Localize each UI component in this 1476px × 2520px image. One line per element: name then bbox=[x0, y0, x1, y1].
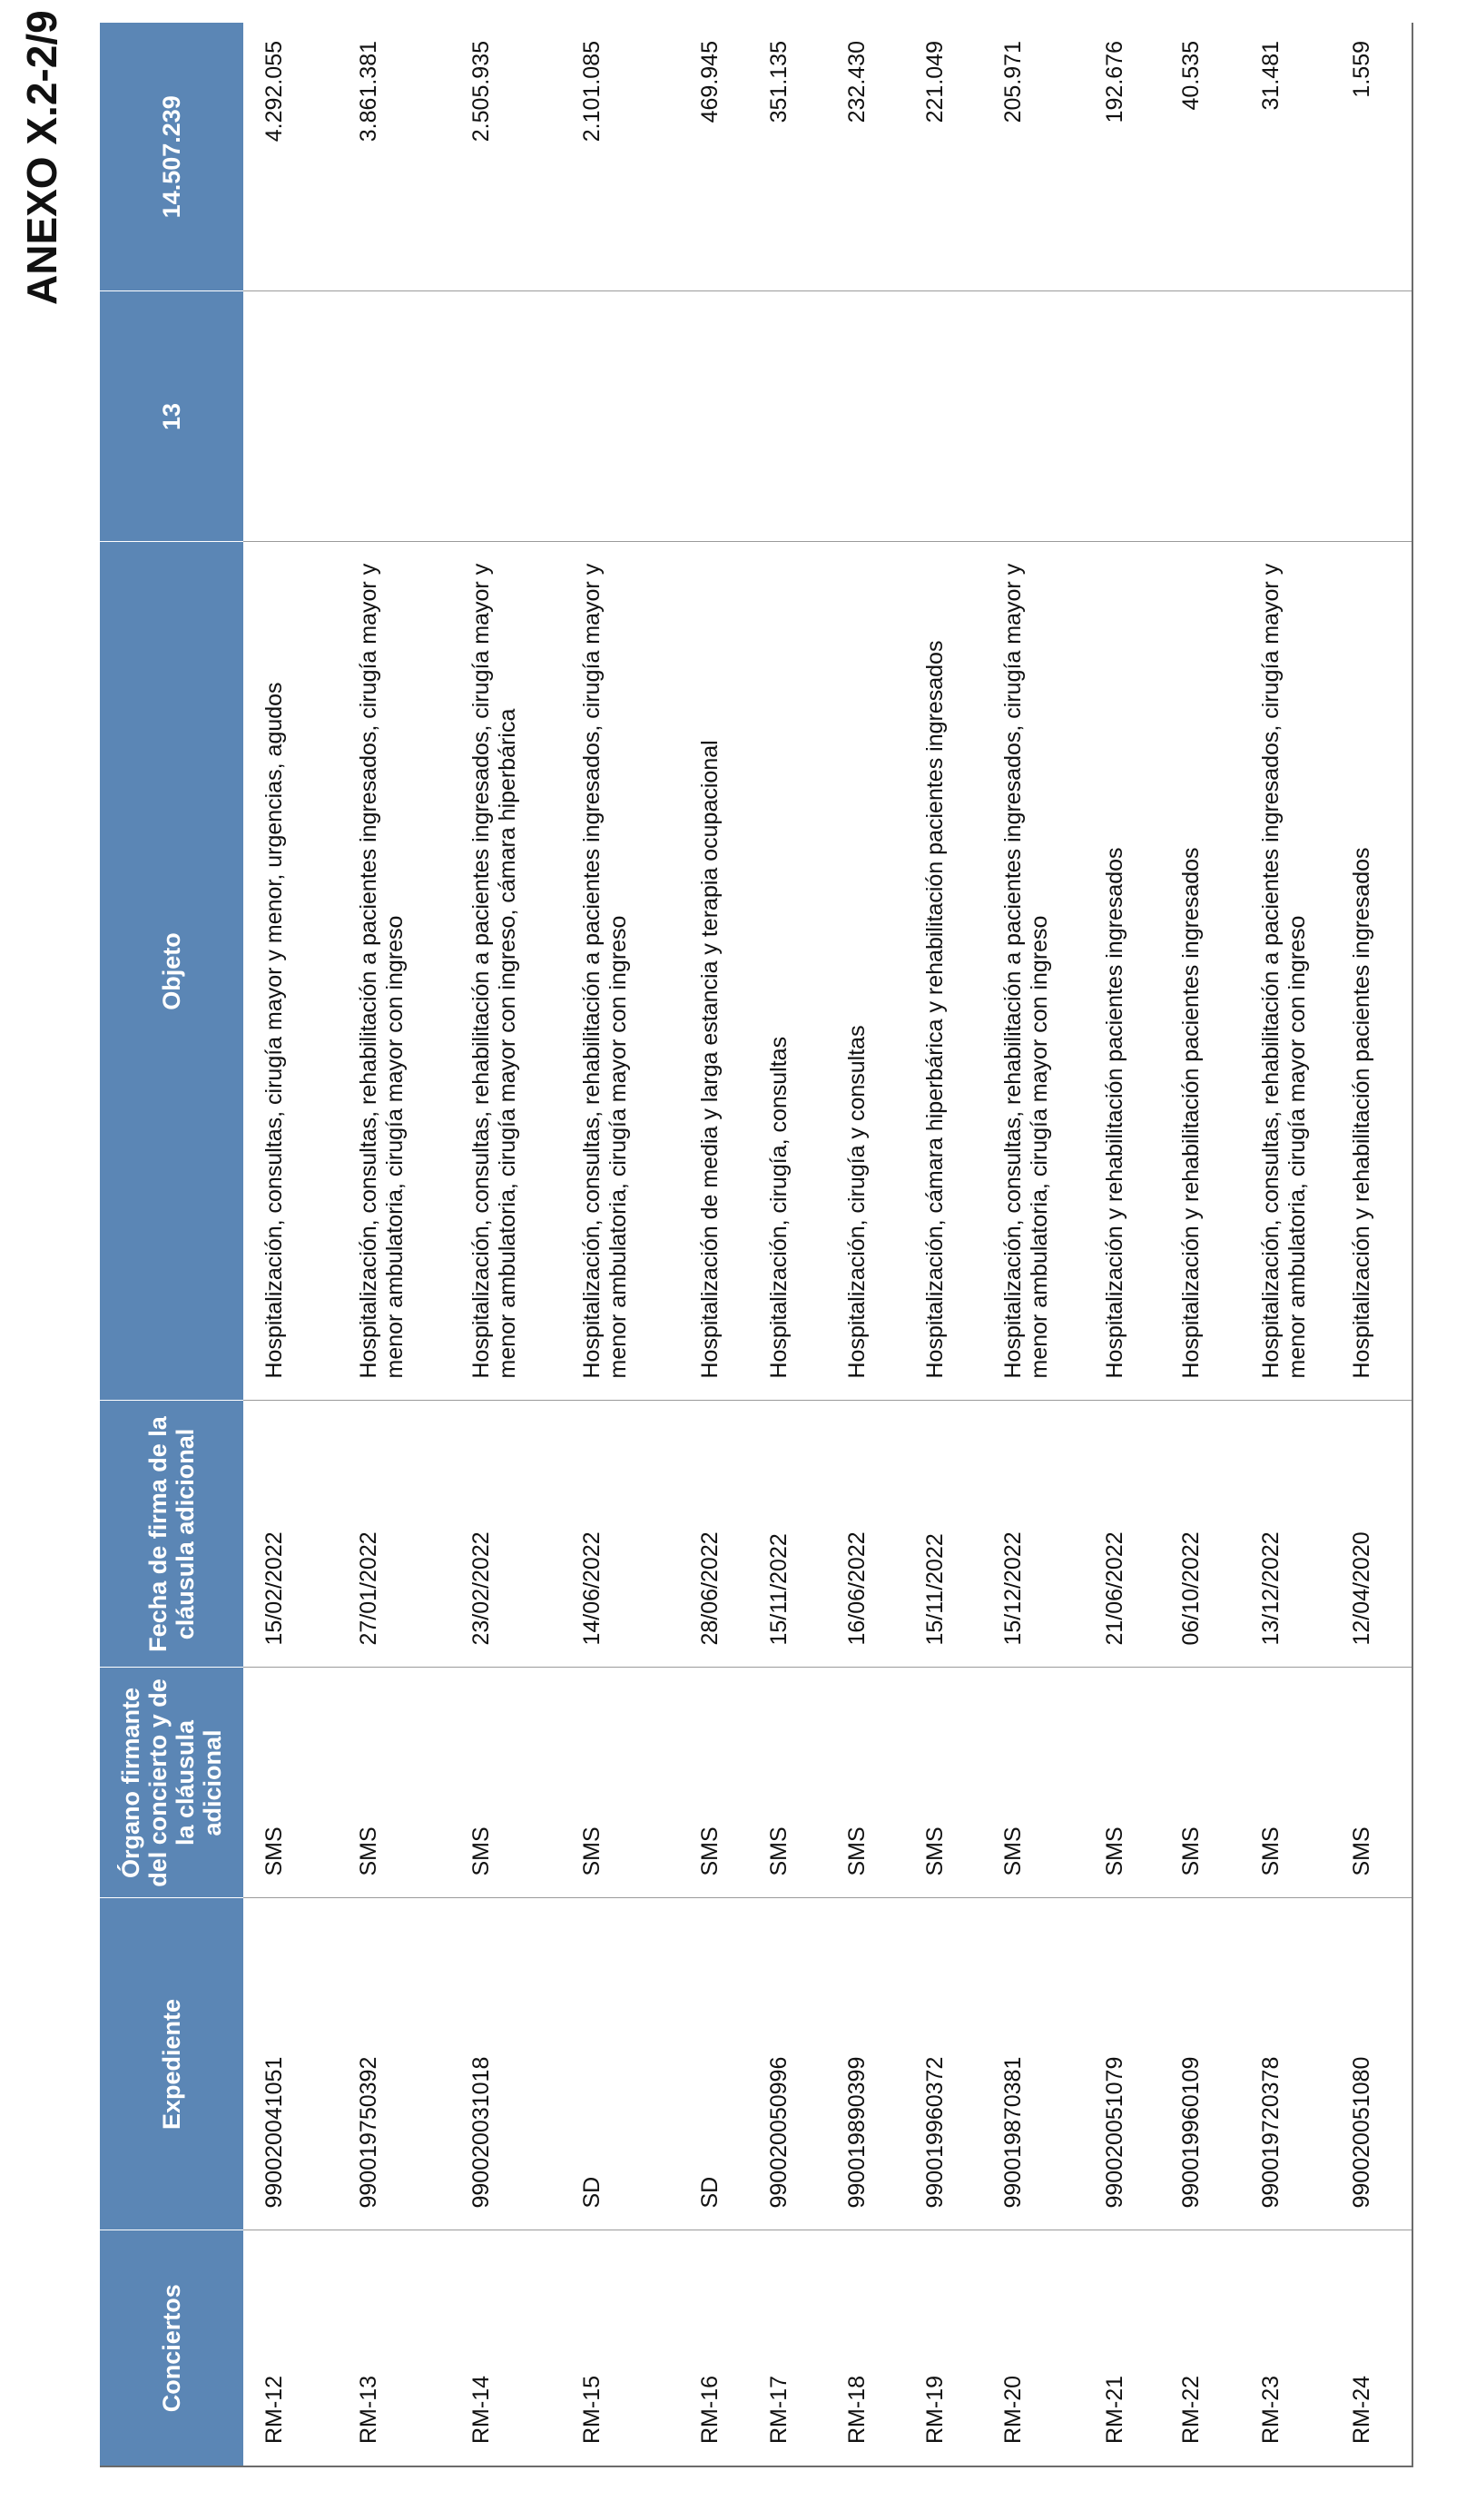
table-row bbox=[748, 23, 826, 2466]
header-expediente: Expediente bbox=[100, 1898, 243, 2230]
cell-13 bbox=[904, 291, 982, 542]
table-header-row bbox=[100, 23, 243, 2466]
cell-objeto: Hospitalización, consultas, rehabilitación a pacientes ingresados, cirugía mayor y menor ambulatoria, cirugía mayor con ingreso bbox=[982, 542, 1084, 1401]
cell-organo: SMS bbox=[338, 1668, 450, 1898]
table-row bbox=[450, 23, 561, 2466]
cell-13 bbox=[679, 291, 748, 542]
cell-fecha: 15/02/2022 bbox=[243, 1401, 338, 1668]
cell-organo: SMS bbox=[243, 1668, 338, 1898]
cell-expediente: 990019960109 bbox=[1160, 1898, 1240, 2230]
cell-organo: SMS bbox=[904, 1668, 982, 1898]
cell-concierto: RM-20 bbox=[982, 2230, 1084, 2466]
table-row bbox=[679, 23, 748, 2466]
cell-importe: 40.535 bbox=[1178, 41, 1204, 111]
cell-concierto: RM-13 bbox=[338, 2230, 450, 2466]
cell-expediente: 990020050996 bbox=[748, 1898, 826, 2230]
cell-concierto: RM-14 bbox=[450, 2230, 561, 2466]
cell-13 bbox=[1331, 291, 1412, 542]
table-row bbox=[338, 23, 450, 2466]
cell-expediente: SD bbox=[679, 1898, 748, 2230]
cell-organo: SMS bbox=[748, 1668, 826, 1898]
cell-concierto: RM-15 bbox=[561, 2230, 679, 2466]
cell-objeto: Hospitalización y rehabilitación pacientes ingresados bbox=[1084, 542, 1160, 1401]
header-fecha: Fecha de firma de la cláusula adicional bbox=[100, 1401, 243, 1668]
table-row bbox=[1160, 23, 1240, 2466]
conciertos-table bbox=[100, 23, 1413, 2467]
cell-importe: 1.559 bbox=[1349, 41, 1374, 98]
cell-organo: SMS bbox=[1331, 1668, 1412, 1898]
cell-organo: SMS bbox=[982, 1668, 1084, 1898]
cell-objeto: Hospitalización de media y larga estancia y terapia ocupacional bbox=[679, 542, 748, 1401]
cell-13 bbox=[982, 291, 1084, 542]
cell-expediente: 990019960372 bbox=[904, 1898, 982, 2230]
cell-objeto: Hospitalización, consultas, rehabilitación a pacientes ingresados, cirugía mayor y menor ambulatoria, cirugía mayor con ingreso bbox=[338, 542, 450, 1401]
cell-fecha: 06/10/2022 bbox=[1160, 1401, 1240, 1668]
header-organo: Órgano firmante del concierto y de la cláusula adicional bbox=[100, 1668, 243, 1898]
cell-13 bbox=[243, 291, 338, 542]
header-conciertos: Conciertos bbox=[100, 2230, 243, 2466]
cell-objeto: Hospitalización, cirugía y consultas bbox=[826, 542, 904, 1401]
cell-concierto: RM-18 bbox=[826, 2230, 904, 2466]
cell-objeto: Hospitalización, consultas, rehabilitación a pacientes ingresados, cirugía mayor y menor ambulatoria, cirugía mayor con ingreso, cámara hiperbárica bbox=[450, 542, 561, 1401]
cell-fecha: 12/04/2020 bbox=[1331, 1401, 1412, 1668]
cell-13 bbox=[826, 291, 904, 542]
cell-13 bbox=[748, 291, 826, 542]
cell-importe: 221.049 bbox=[922, 41, 948, 123]
cell-objeto: Hospitalización, cámara hiperbárica y rehabilitación pacientes ingresados bbox=[904, 542, 982, 1401]
cell-importe: 3.861.381 bbox=[356, 41, 381, 143]
cell-objeto: Hospitalización y rehabilitación pacientes ingresados bbox=[1160, 542, 1240, 1401]
table-row bbox=[904, 23, 982, 2466]
cell-expediente: SD bbox=[561, 1898, 679, 2230]
cell-organo: SMS bbox=[1084, 1668, 1160, 1898]
cell-13 bbox=[1160, 291, 1240, 542]
cell-expediente: 990020051079 bbox=[1084, 1898, 1160, 2230]
cell-objeto: Hospitalización, cirugía, consultas bbox=[748, 542, 826, 1401]
cell-fecha: 23/02/2022 bbox=[450, 1401, 561, 1668]
cell-objeto: Hospitalización, consultas, rehabilitación a pacientes ingresados, cirugía mayor y menor ambulatoria, cirugía mayor con ingreso bbox=[561, 542, 679, 1401]
header-total: 14.507.239 bbox=[100, 23, 243, 291]
table-row bbox=[1331, 23, 1412, 2466]
cell-concierto: RM-22 bbox=[1160, 2230, 1240, 2466]
header-objeto: Objeto bbox=[100, 542, 243, 1401]
table-row bbox=[1240, 23, 1331, 2466]
cell-fecha: 14/06/2022 bbox=[561, 1401, 679, 1668]
cell-importe: 2.101.085 bbox=[579, 41, 605, 143]
cell-organo: SMS bbox=[561, 1668, 679, 1898]
cell-13 bbox=[450, 291, 561, 542]
cell-importe: 232.430 bbox=[844, 41, 870, 123]
table-row bbox=[826, 23, 904, 2466]
cell-fecha: 16/06/2022 bbox=[826, 1401, 904, 1668]
cell-concierto: RM-16 bbox=[679, 2230, 748, 2466]
cell-13 bbox=[561, 291, 679, 542]
cell-fecha: 15/11/2022 bbox=[904, 1401, 982, 1668]
cell-expediente: 990019870381 bbox=[982, 1898, 1084, 2230]
cell-organo: SMS bbox=[1160, 1668, 1240, 1898]
rotated-page bbox=[0, 10, 1476, 2520]
cell-concierto: RM-21 bbox=[1084, 2230, 1160, 2466]
cell-organo: SMS bbox=[826, 1668, 904, 1898]
cell-fecha: 21/06/2022 bbox=[1084, 1401, 1160, 1668]
cell-concierto: RM-12 bbox=[243, 2230, 338, 2466]
cell-expediente: 990020041051 bbox=[243, 1898, 338, 2230]
cell-objeto: Hospitalización, consultas, rehabilitación a pacientes ingresados, cirugía mayor y menor ambulatoria, cirugía mayor con ingreso bbox=[1240, 542, 1331, 1401]
cell-expediente: 990020051080 bbox=[1331, 1898, 1412, 2230]
table-row bbox=[243, 23, 338, 2466]
cell-13 bbox=[1084, 291, 1160, 542]
cell-importe: 205.971 bbox=[1000, 41, 1026, 123]
cell-concierto: RM-23 bbox=[1240, 2230, 1331, 2466]
cell-concierto: RM-17 bbox=[748, 2230, 826, 2466]
cell-organo: SMS bbox=[450, 1668, 561, 1898]
cell-importe: 351.135 bbox=[766, 41, 792, 123]
cell-fecha: 15/12/2022 bbox=[982, 1401, 1084, 1668]
cell-concierto: RM-19 bbox=[904, 2230, 982, 2466]
cell-fecha: 15/11/2022 bbox=[748, 1401, 826, 1668]
cell-13 bbox=[1240, 291, 1331, 542]
cell-fecha: 27/01/2022 bbox=[338, 1401, 450, 1668]
table-row bbox=[561, 23, 679, 2466]
cell-importe: 469.945 bbox=[697, 41, 723, 123]
cell-objeto: Hospitalización y rehabilitación pacientes ingresados bbox=[1331, 542, 1412, 1401]
header-13: 13 bbox=[100, 291, 243, 542]
cell-importe: 31.481 bbox=[1258, 41, 1284, 111]
table-row bbox=[982, 23, 1084, 2466]
cell-importe: 192.676 bbox=[1102, 41, 1127, 123]
cell-expediente: 990019750392 bbox=[338, 1898, 450, 2230]
cell-concierto: RM-24 bbox=[1331, 2230, 1412, 2466]
cell-importe: 2.505.935 bbox=[468, 41, 494, 143]
cell-objeto: Hospitalización, consultas, cirugía mayor y menor, urgencias, agudos bbox=[243, 542, 338, 1401]
cell-importe: 4.292.055 bbox=[261, 41, 287, 143]
annex-title: ANEXO X.2-2/9 bbox=[18, 10, 65, 305]
cell-expediente: 990019720378 bbox=[1240, 1898, 1331, 2230]
cell-fecha: 13/12/2022 bbox=[1240, 1401, 1331, 1668]
table-row bbox=[1084, 23, 1160, 2466]
cell-organo: SMS bbox=[1240, 1668, 1331, 1898]
cell-expediente: 990020031018 bbox=[450, 1898, 561, 2230]
cell-fecha: 28/06/2022 bbox=[679, 1401, 748, 1668]
cell-organo: SMS bbox=[679, 1668, 748, 1898]
cell-expediente: 990019890399 bbox=[826, 1898, 904, 2230]
cell-13 bbox=[338, 291, 450, 542]
